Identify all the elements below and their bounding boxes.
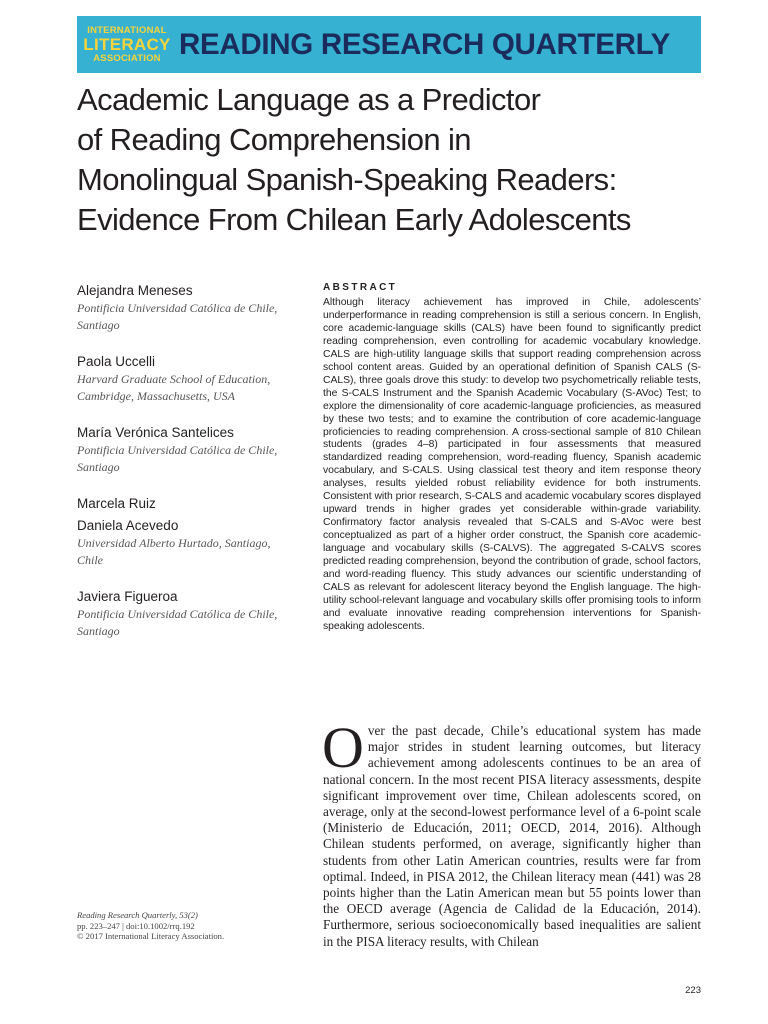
author-block — [77, 424, 307, 476]
citation-footer — [77, 910, 297, 942]
author-block — [77, 588, 307, 640]
affiliation-line: Pontificia Universidad Católica de Chile, — [77, 301, 278, 315]
author-block — [77, 353, 307, 405]
author-name: María Verónica Santelices — [77, 425, 234, 440]
author-affiliation — [77, 300, 307, 334]
author-affiliation — [77, 535, 307, 569]
author-affiliation — [77, 371, 307, 405]
body-paragraph — [322, 715, 701, 950]
affiliation-line: Santiago — [77, 460, 120, 474]
author-affiliation — [77, 606, 307, 640]
article-title — [77, 80, 717, 240]
affiliation-line: Harvard Graduate School of Education, — [77, 372, 271, 386]
pages-doi: pp. 223–247 | doi:10.1002/rrq.192 — [77, 920, 195, 931]
author-name: Javiera Figueroa — [77, 589, 178, 604]
author-list — [77, 282, 307, 659]
ila-logo — [81, 26, 173, 64]
author-block — [77, 517, 307, 569]
affiliation-line: Santiago — [77, 624, 120, 638]
affiliation-line: Chile — [77, 553, 103, 567]
logo-line-1: INTERNATIONAL — [87, 24, 167, 36]
affiliation-line: Pontificia Universidad Católica de Chile, — [77, 607, 278, 621]
drop-cap: O — [322, 715, 364, 780]
author-block — [77, 495, 307, 513]
body-text: ver the past decade, Chile’s educational system has made major strides in student learning outcomes, but literacy achievement among adolescents continues to be an area of national concern. In the most recent PISA literacy assessments, despite significant improvement over time, Chilean adolescents scored, on average, only at the second-lowest performance level of a 6-point scale (Ministerio de Educación, 2011; OECD, 2014, 2016). Although Chilean students performed, on average, significantly higher than students from other Latin American countries, results were far from optimal. Indeed, in PISA 2012, the Chilean literacy mean (441) was 28 points higher than the Latin American mean but 55 points lower than the OECD average (Agencia de Calidad de la Educación, 2014). Furthermore, serious socioeconomically based inequalities are salient in the PISA literacy results, with Chilean — [323, 723, 701, 949]
abstract-section — [323, 282, 701, 634]
title-line: Evidence From Chilean Early Adolescents — [77, 202, 631, 237]
title-line: of Reading Comprehension in — [77, 122, 471, 157]
author-name: Alejandra Meneses — [77, 283, 193, 298]
title-line: Academic Language as a Predictor — [77, 82, 541, 117]
affiliation-line: Cambridge, Massachusetts, USA — [77, 389, 235, 403]
author-name: Paola Uccelli — [77, 354, 156, 369]
logo-line-2: LITERACY — [83, 35, 171, 54]
journal-banner — [77, 16, 701, 73]
journal-title: READING RESEARCH QUARTERLY — [179, 27, 671, 61]
author-affiliation — [77, 442, 307, 476]
page-number: 223 — [685, 985, 701, 996]
author-block — [77, 282, 307, 334]
abstract-text: Although literacy achievement has improved in Chile, adolescents’ underperformance in reading comprehension is still a serious concern. In English, core academic-language skills (CALS) have been found to significantly predict reading comprehension, even controlling for academic vocabulary knowledge. CALS are high-utility language skills that support reading comprehension across school content areas. Guided by an operational definition of Spanish CALS (S-CALS), three goals drove this study: to develop two psychometrically reliable tests, the S-CALS Instrument and the Spanish Academic Vocabulary (S-AVoc) Test; to explore the dimensionality of core academic-language proficiencies, as measured by these two tests; and to examine the contribution of core academic-language proficiencies to reading comprehension. A cross-sectional sample of 810 Chilean students (grades 4–8) participated in four assessments that measured standardized reading comprehension, word-reading fluency, Spanish academic vocabulary, and S-CALS. Using classical test theory and item response theory analyses, results yielded robust reliability evidence for both instruments. Consistent with prior research, S-CALS and academic vocabulary scores displayed upward trends in higher grades yet considerable within-grade variability. Confirmatory factor analysis revealed that S-CALS and S-AVoc were best conceptualized as part of a higher order construct, the Spanish core academic-language and vocabulary skills (S-CALVS). The aggregated S-CALVS scores predicted reading comprehension, beyond the contribution of grade, school factors, and word-reading fluency. This study advances our scientific understanding of CALS as relevant for adolescent literacy beyond the English language. The high-utility school-relevant language and vocabulary skills offer promising tools to inform and evaluate innovative reading comprehension interventions for Spanish-speaking adolescents. — [323, 297, 701, 632]
author-name: Daniela Acevedo — [77, 518, 179, 533]
affiliation-line: Santiago — [77, 318, 120, 332]
abstract-heading: ABSTRACT — [323, 282, 398, 293]
copyright: © 2017 International Literacy Association. — [77, 931, 225, 941]
affiliation-line: Universidad Alberto Hurtado, Santiago, — [77, 536, 271, 550]
author-name: Marcela Ruiz — [77, 496, 156, 511]
affiliation-line: Pontificia Universidad Católica de Chile, — [77, 443, 278, 457]
title-line: Monolingual Spanish-Speaking Readers: — [77, 162, 617, 197]
journal-issue: Reading Research Quarterly, 53(2) — [77, 910, 198, 920]
logo-line-3: ASSOCIATION — [93, 53, 161, 64]
